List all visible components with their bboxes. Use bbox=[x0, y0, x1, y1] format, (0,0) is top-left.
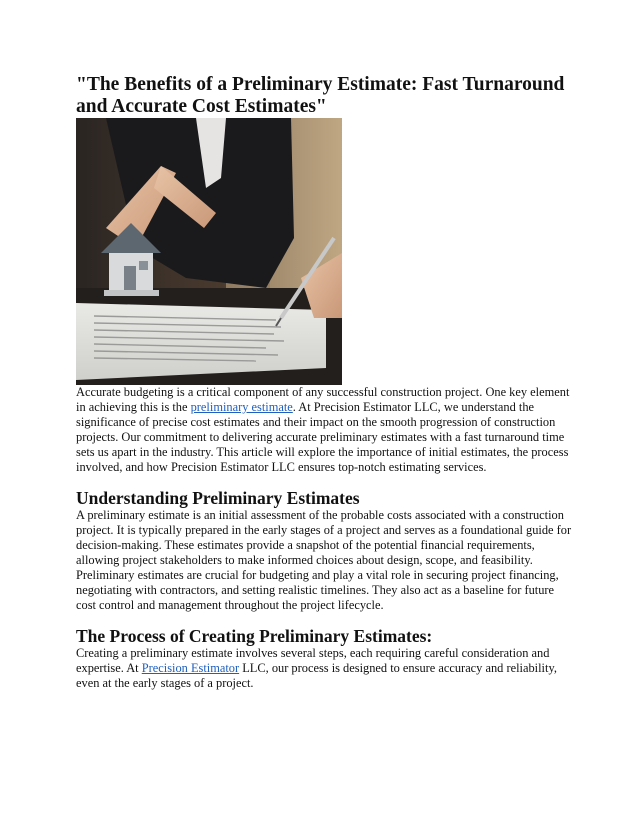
intro-paragraph bbox=[76, 385, 572, 475]
intro-text-start: Accurate budgeting is a critical component of any successful construction project. One key element in achieving this is the bbox=[76, 385, 570, 414]
page-title: "The Benefits of a Preliminary Estimate: Fast Turnaround and Accurate Cost Estimates" bbox=[76, 74, 565, 117]
section-heading-process: The Process of Creating Preliminary Estimates: bbox=[76, 626, 433, 646]
process-paragraph bbox=[76, 646, 572, 691]
process-text-end: LLC, our process is designed to ensure accuracy and reliability, even at the early stages of a project. bbox=[76, 661, 557, 690]
precision-estimator-link[interactable]: Precision Estimator bbox=[141, 661, 240, 675]
process-text-start: Creating a preliminary estimate involves several steps, each requiring careful consideration and expertise. At bbox=[76, 646, 550, 675]
understanding-paragraph-2: Preliminary estimates are crucial for budgeting and play a vital role in securing project financing, negotiating with contractors, and setting realistic timelines. They also act as a baseline for future cost control and management throughout the project lifecycle. bbox=[76, 568, 559, 612]
spacer bbox=[76, 613, 572, 626]
understanding-paragraph-1: A preliminary estimate is an initial assessment of the probable costs associated with a construction project. It is typically prepared in the early stages of a project and serves as a foundational guide for decision-making. These estimates provide a snapshot of the potential financial requirements, allowing project stakeholders to make informed choices about design, scope, and feasibility. bbox=[76, 508, 572, 567]
hero-image-house-contract bbox=[76, 118, 342, 385]
section-heading-understanding: Understanding Preliminary Estimates bbox=[76, 488, 360, 508]
preliminary-estimate-link[interactable]: preliminary estimate bbox=[190, 400, 293, 414]
document-content bbox=[76, 74, 572, 691]
intro-text-end: . At Precision Estimator LLC, we understand the significance of precise cost estimates and their impact on the smooth progression of construction projects. Our commitment to delivering accurate preliminary estimates with a fast turnaround time sets us apart in the industry. This article will explore the importance of initial estimates, the process involved, and how Precision Estimator LLC ensures top-notch estimating services. bbox=[76, 400, 569, 474]
spacer bbox=[76, 475, 572, 488]
